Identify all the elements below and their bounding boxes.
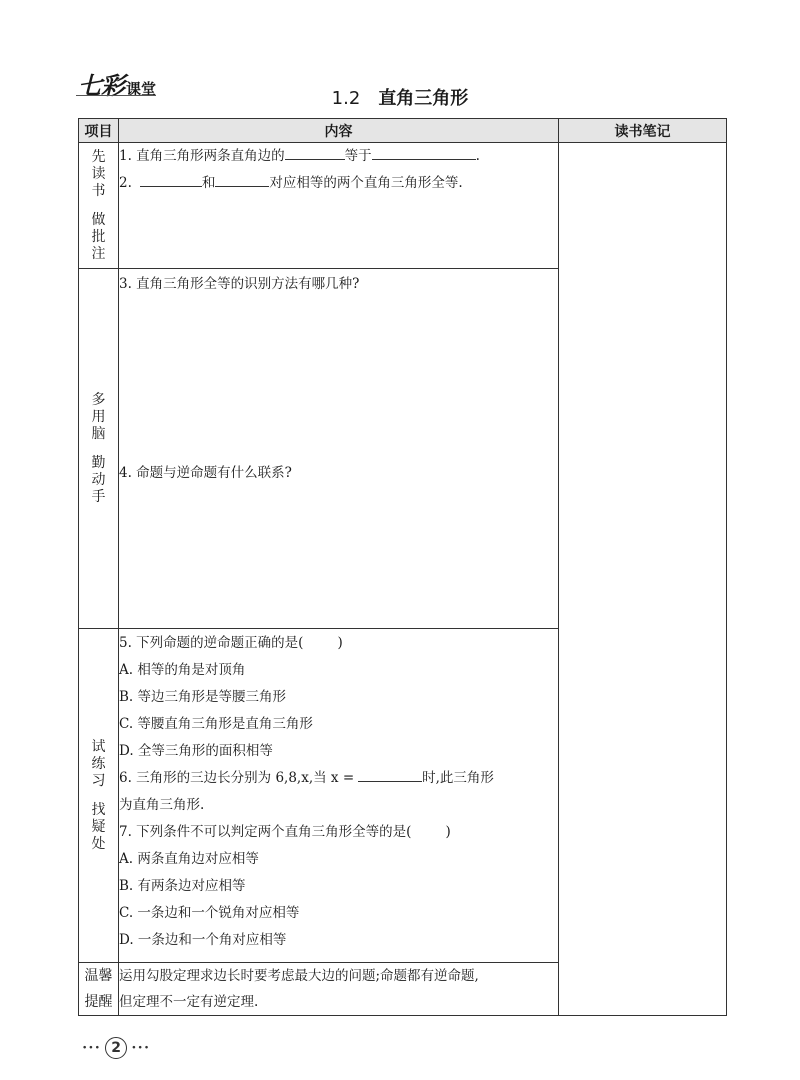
- logo-main-text: 七彩: [78, 72, 124, 100]
- label-think-b: 勤动手: [91, 454, 106, 505]
- content-tip: [119, 963, 559, 1016]
- question-2: [119, 170, 558, 197]
- label-tip-b: 提醒: [84, 994, 113, 1010]
- section-number: 1.2: [331, 88, 361, 109]
- question-6: [119, 765, 558, 792]
- page-number-badge: [82, 1037, 150, 1059]
- answer-space-3[interactable]: [119, 298, 558, 460]
- label-read-b: 做批注: [91, 211, 106, 262]
- header-item: 项目: [79, 119, 119, 143]
- page-number: 2: [105, 1037, 127, 1059]
- q7-text: 7. 下列条件不可以判定两个直角三角形全等的是(: [119, 824, 412, 840]
- label-practice-b: 找疑处: [91, 801, 106, 852]
- reading-notes-area[interactable]: [559, 143, 727, 1016]
- question-3: 3. 直角三角形全等的识别方法有哪几种?: [119, 276, 360, 292]
- content-read: [119, 143, 559, 269]
- dots-left: •••: [82, 1043, 101, 1054]
- dots-right: •••: [131, 1043, 151, 1054]
- q1-blank-2[interactable]: [372, 145, 476, 160]
- row-label-tip: [79, 963, 119, 1016]
- q2-text-a: 2.: [119, 175, 132, 191]
- label-practice-a: 试练习: [91, 738, 106, 789]
- q7-option-c: C. 一条边和一个锐角对应相等: [119, 905, 300, 921]
- label-think-a: 多用脑: [91, 391, 106, 442]
- q6-text-b: 时,此三角形: [422, 770, 494, 786]
- q7-option-a: A. 两条直角边对应相等: [119, 851, 259, 867]
- q6-text-a: 6. 三角形的三边长分别为 6,8,x,当 x =: [119, 770, 355, 786]
- row-label-think: [79, 269, 119, 629]
- label-read-a: 先读书: [91, 148, 106, 199]
- q2-blank-1[interactable]: [140, 172, 202, 187]
- row-label-practice: [79, 629, 119, 963]
- q5-close: ): [337, 635, 343, 651]
- q5-text: 5. 下列命题的逆命题正确的是(: [119, 635, 304, 651]
- study-table: [78, 118, 727, 1016]
- q5-option-c: C. 等腰直角三角形是直角三角形: [119, 716, 313, 732]
- q6-text-c: 为直角三角形.: [119, 797, 205, 813]
- q2-text-b: 和: [201, 175, 216, 191]
- section-title: 直角三角形: [378, 88, 469, 109]
- header-content: 内容: [119, 119, 559, 143]
- q7-option-d: D. 一条边和一个角对应相等: [119, 932, 287, 948]
- q1-text-c: .: [475, 148, 480, 164]
- q2-blank-2[interactable]: [215, 172, 269, 187]
- q5-option-d: D. 全等三角形的面积相等: [119, 743, 273, 759]
- tip-line-1: 运用勾股定理求边长时要考虑最大边的问题;命题都有逆命题,: [119, 968, 479, 984]
- q5-option-a: A. 相等的角是对顶角: [119, 662, 246, 678]
- q6-blank[interactable]: [358, 767, 422, 782]
- q7-close: ): [445, 824, 451, 840]
- question-7: [119, 819, 558, 846]
- header-notes: 读书笔记: [559, 119, 727, 143]
- q1-text-a: 1. 直角三角形两条直角边的: [119, 148, 285, 164]
- q7-option-b: B. 有两条边对应相等: [119, 878, 246, 894]
- q1-text-b: 等于: [344, 148, 372, 164]
- q2-text-c: 对应相等的两个直角三角形全等.: [269, 175, 463, 191]
- content-think: [119, 269, 559, 629]
- row-label-read: [79, 143, 119, 269]
- logo-sub-text: 课堂: [126, 80, 157, 98]
- content-practice: [119, 629, 559, 963]
- question-5: [119, 630, 558, 657]
- label-tip-a: 温馨: [84, 968, 113, 984]
- q1-blank-1[interactable]: [285, 145, 345, 160]
- question-1: [119, 143, 558, 170]
- question-4: 4. 命题与逆命题有什么联系?: [119, 465, 292, 481]
- page-title: [0, 84, 800, 110]
- tip-line-2: 但定理不一定有逆定理.: [119, 994, 259, 1010]
- q5-option-b: B. 等边三角形是等腰三角形: [119, 689, 287, 705]
